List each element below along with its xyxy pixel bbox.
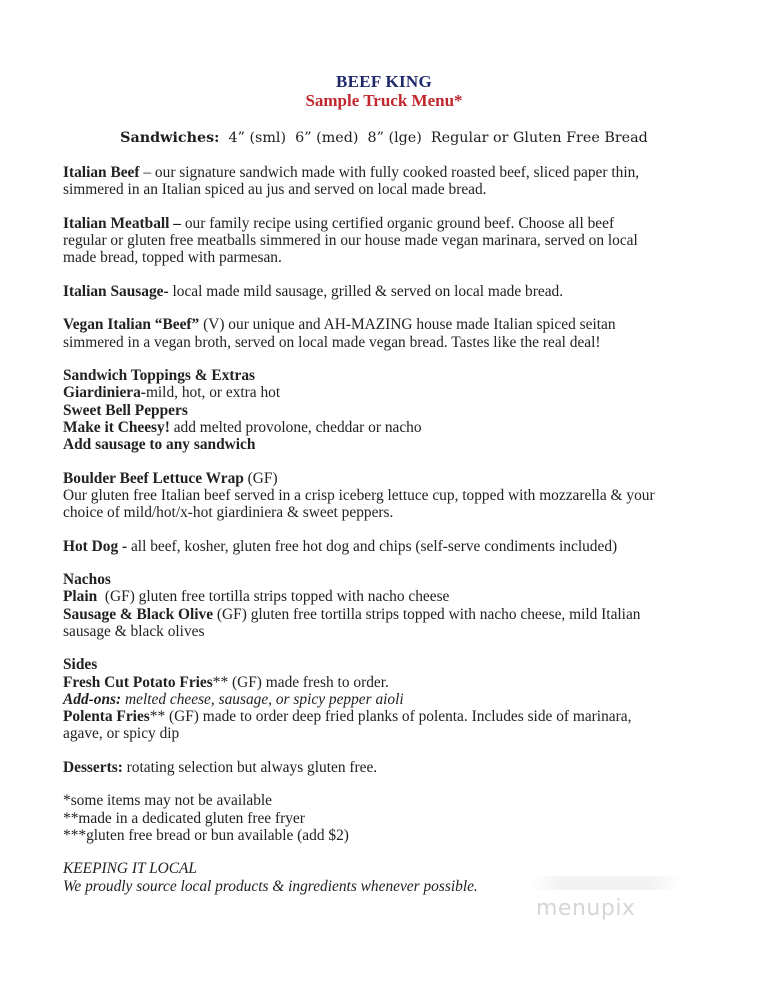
watermark-faint-text [530, 876, 680, 890]
footnote: **made in a dedicated gluten free fryer [63, 809, 305, 827]
item-desc: (GF) made to order deep fried planks of polenta. Includes side of marinara, [165, 708, 632, 725]
footnotes [63, 792, 743, 844]
item-desc: rotating selection but always gluten free. [122, 758, 378, 776]
item-name: Boulder Beef Lettuce Wrap [63, 469, 244, 487]
topping-desc: mild, hot, or extra hot [145, 384, 281, 402]
item-desc: sausage & black olives [63, 622, 205, 640]
item-desc: made bread, topped with parmesan. [63, 249, 282, 267]
sides-section [63, 656, 743, 742]
section-heading: Sandwich Toppings & Extras [63, 367, 256, 385]
item-desc: choice of mild/hot/x-hot giardiniera & sweet peppers. [63, 504, 394, 521]
item-desc: agave, or spicy dip [63, 725, 180, 743]
topping-name: Giardiniera- [63, 384, 146, 402]
brand-name: BEEF KING [335, 72, 433, 91]
item-desc: (V) our unique and AH-MAZING house made Italian spiced seitan [199, 316, 616, 334]
sandwiches-label: Sandwiches: [120, 130, 220, 146]
menu-item-vegan-beef [63, 316, 743, 350]
section-heading: Desserts: [63, 758, 123, 776]
menu-content [63, 164, 743, 911]
item-name: Fresh Cut Potato Fries [63, 673, 213, 691]
sandwich-sizes: 4” (sml) 6” (med) 8” (lge) Regular or Gluten Free Bread [219, 130, 648, 146]
topping-name: Make it Cheesy! [63, 418, 170, 436]
menu-item-italian-sausage [63, 283, 743, 300]
menu-item-lettuce-wrap [63, 470, 743, 522]
item-desc: all beef, kosher, gluten free hot dog and chips (self-serve condiments included) [127, 537, 618, 555]
item-name: Hot Dog - [63, 537, 128, 555]
item-name: Plain [63, 588, 98, 606]
menu-item-hot-dog [63, 538, 743, 555]
menu-item-italian-beef [63, 164, 743, 198]
menu-item-italian-meatball [63, 215, 743, 267]
topping-name: Add sausage to any sandwich [63, 436, 256, 453]
menu-title-block [0, 72, 768, 110]
item-desc: our family recipe using certified organic ground beef. Choose all beef [181, 214, 615, 232]
menupix-watermark: menupix [536, 896, 636, 921]
addons-desc: melted cheese, sausage, or spicy pepper aioli [121, 690, 404, 708]
item-name: Vegan Italian “Beef” [63, 316, 200, 334]
item-name: Italian Beef [63, 164, 140, 181]
section-heading: Sides [63, 656, 98, 674]
toppings-section [63, 367, 743, 453]
item-desc: Our gluten free Italian beef served in a crisp iceberg lettuce cup, topped with mozzarella & your [63, 486, 655, 504]
item-desc: simmered in a vegan broth, served on local made vegan bread. Tastes like the real deal! [63, 333, 601, 351]
local-desc: We proudly source local products & ingredients whenever possible. [63, 877, 478, 895]
item-name: Italian Meatball – [63, 214, 181, 232]
fryer-footnote-mark: ** [212, 673, 229, 691]
item-desc: (GF) gluten free tortilla strips topped with nacho cheese [97, 588, 450, 606]
local-heading: KEEPING IT LOCAL [63, 860, 197, 878]
desserts-section [63, 759, 743, 776]
item-desc: (GF) gluten free tortilla strips topped with nacho cheese, mild Italian [213, 605, 641, 623]
fryer-footnote-mark: ** [149, 708, 166, 725]
topping-name: Sweet Bell Peppers [63, 401, 188, 419]
menu-subtitle: Sample Truck Menu* [305, 91, 463, 110]
item-tag: (GF) [243, 469, 278, 487]
footnote: ***gluten free bread or bun available (add $2) [63, 826, 349, 844]
item-desc: regular or gluten free meatballs simmered in our house made vegan marinara, served on local [63, 232, 638, 249]
item-desc: local made mild sausage, grilled & served on local made bread. [168, 282, 564, 300]
item-desc: simmered in an Italian spiced au jus and served on local made bread. [63, 181, 487, 199]
addons-label: Add-ons: [63, 690, 122, 708]
sandwich-sizes-line [0, 129, 768, 147]
topping-desc: add melted provolone, cheddar or nacho [169, 418, 422, 436]
footnote: *some items may not be available [63, 792, 272, 810]
item-name: Polenta Fries [63, 708, 150, 725]
section-heading: Nachos [63, 571, 111, 589]
nachos-section [63, 571, 743, 640]
item-name: Sausage & Black Olive [63, 605, 214, 623]
item-desc: – our signature sandwich made with fully cooked roasted beef, sliced paper thin, [139, 164, 640, 181]
item-desc: (GF) made fresh to order. [228, 673, 389, 691]
item-name: Italian Sausage- [63, 282, 169, 300]
